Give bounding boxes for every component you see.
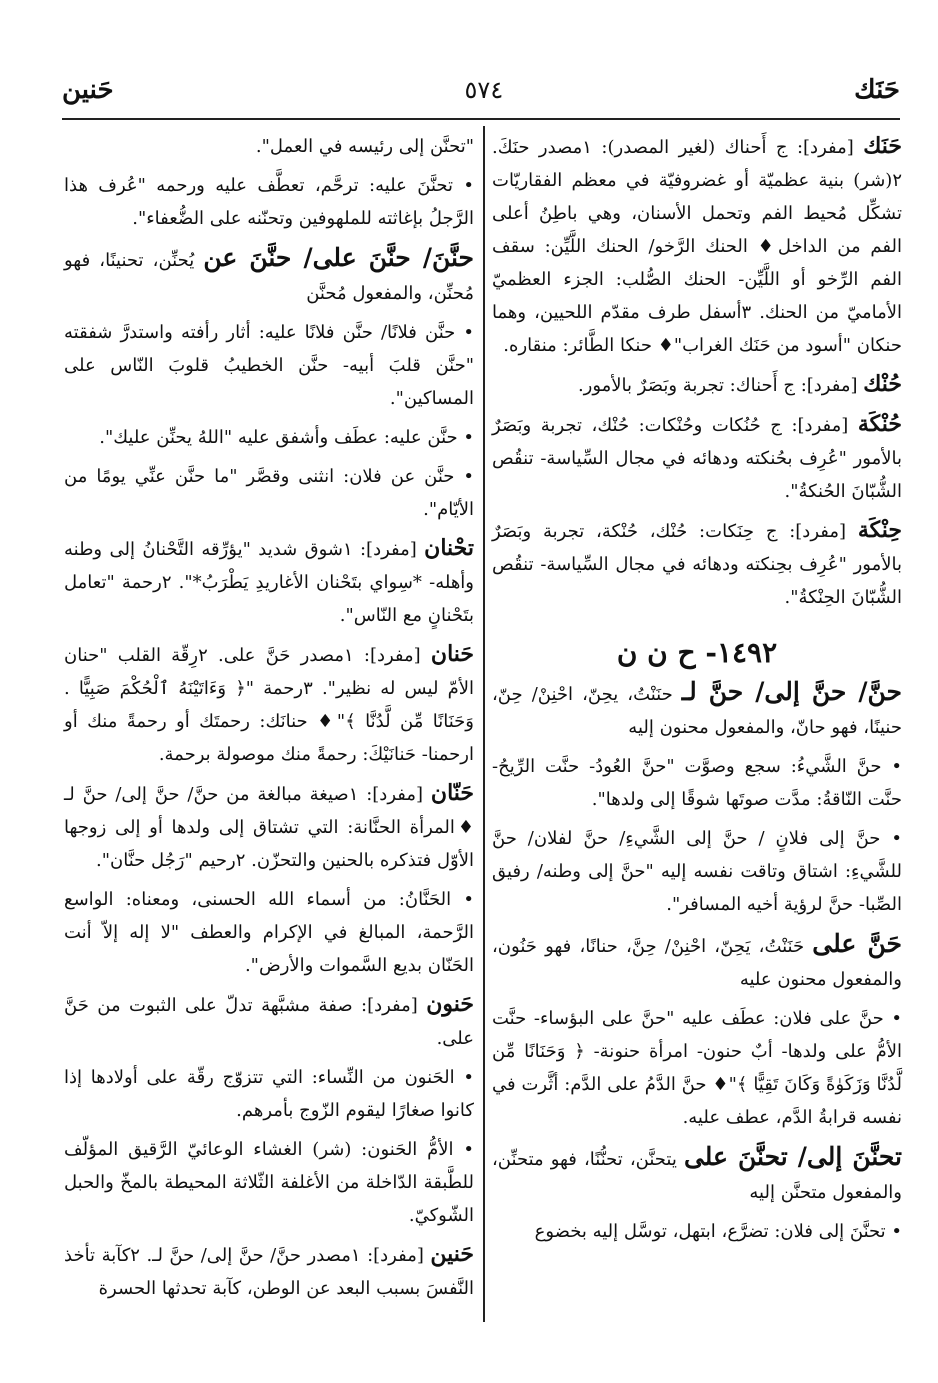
entry-headword: حنَّنَ/ حنَّنَ على/ حنَّنَ عن: [203, 243, 474, 272]
dictionary-entry: [492, 368, 902, 402]
dictionary-entry: [64, 169, 474, 235]
dictionary-entry: [64, 1133, 474, 1232]
dictionary-entry: [64, 883, 474, 982]
entry-headword: حَنون: [426, 991, 474, 1017]
entry-definition: [مفرد]: ج حِنَكات: حُنْك، حُنْكة، تجربة وبَصَرٌ بالأمور "عُرِف بحِنكته ودهائه في مجال السِّياسة- تنقُص الشُّبّانَ الحِنْكةُ".: [492, 521, 902, 608]
entry-definition: "تحنَّن إلى رئيسه في العمل".: [255, 136, 474, 157]
entry-definition: • حنَّن عليه: عطَف وأشفق عليه "اللهُ يحنِّن عليك".: [99, 427, 474, 448]
entry-headword: حَنَك: [863, 133, 902, 159]
dictionary-entry: [64, 316, 474, 415]
dictionary-entry: [64, 1061, 474, 1127]
right-column: [492, 130, 902, 1254]
page-header: [62, 68, 900, 112]
dictionary-entry: [492, 1002, 902, 1134]
entry-definition: حنَنْتُ، يحِنّ، احْنِنْ/ حِنّ، حنينًا، فهو حانّ، والمفعول محنون إليه: [492, 684, 902, 738]
dictionary-entry: [492, 1215, 902, 1248]
entry-definition: • الحَنَّانُ: من أسماء الله الحسنى، ومعناه: الواسع الرَّحمة، المبالغ في الإكرام والعطف "لا إله إلاّ أنت الحَنّان بديع السَّموات والأرض".: [64, 889, 474, 976]
entry-headword: حنَّ/ حنَّ إلى/ حنَّ لـ: [681, 677, 902, 706]
dictionary-entry: [64, 421, 474, 454]
entry-definition: حَنَنْتُ، يَحِنّ، احْنِنْ/ حِنَّ، حنانًا، فهو حَنُون، والمفعول محنون عليه: [492, 936, 902, 990]
entry-definition: [مفرد]: ١مصدر حَنَّ على. ٢رِقّة القلب "حنان الأمّ ليس له نظير". ٣رحمة "﴿ وَءَاتَيْنَهُ ٱلْحُكْمَ صَبِيًّا . وَحَنَانًا مِّن لَّدُنَّا ﴾"♦ حنانَك: رحمتَك أو رحمةً منك أو ارحمنا- حَنانَيْكَ: رحمةً منك موصولة برحمة.: [64, 645, 474, 765]
entry-definition: • الحَنون من النِّساء: التي تتزوّج رقّة على أولادها إذا كانوا صغارًا ليقوم الزّوج بأمرهم.: [64, 1067, 474, 1121]
dictionary-entry: [64, 130, 474, 163]
dictionary-entry: [64, 777, 474, 877]
entry-definition: • حنَّن فلانًا/ حنَّن فلانًا عليه: أثار رأفته واستدرَّ شفقته "حنَّن قلبَ أبيه- حنَّن الخطيبُ قلوبَ النّاس على المساكين".: [64, 322, 474, 409]
entry-definition: • حنَّ الشَّيءُ: سجع وصوَّت "حنَّ العُودُ- حنَّت الرِّيحُ- حنَّت النّاقةُ: مدَّت صوتَها شوقًا إلى ولدها".: [492, 756, 902, 810]
dictionary-entry: [64, 1238, 474, 1305]
dictionary-entry: [492, 750, 902, 816]
entry-headword: حَنان: [430, 641, 475, 667]
entry-definition: • تحنَّنَ عليه: ترحَّم، تعطَّف عليه ورحمه "عُرف هذا الرَّجلُ بإغاثته للملهوفين وتحنّنه على الضُّعفاء".: [64, 175, 474, 229]
entry-definition: • حنَّن عن فلان: انثنى وقصَّر "ما حنَّن عنِّي يومًا من الأيّام".: [64, 466, 474, 520]
dictionary-entry: [64, 532, 474, 632]
entry-definition: يتحنَّن، تحنُّنًا، فهو متحنِّن، والمفعول متحنَّن إليه: [492, 1149, 902, 1203]
header-rule: [62, 118, 900, 120]
entry-definition: • تحنَّنَ إلى فلان: تضرَّع، ابتهل، توسَّل إليه بخضوع: [534, 1221, 902, 1242]
entry-headword: حَنّان: [430, 780, 475, 806]
entry-definition: [مفرد]: ١مصدر حنَّ/ حنَّ إلى/ حنَّ لـ. ٢كآبة تأخذ النَّفسَ بسبب البعد عن الوطن، كآبة تحدثها الحسرة: [64, 1245, 474, 1299]
entry-headword: حَنَّ على: [812, 929, 902, 958]
dictionary-entry: [492, 130, 902, 362]
entry-headword: حُنْك: [863, 371, 902, 397]
dictionary-entry: [492, 1140, 902, 1209]
entry-headword: تحنَّنَ إلى/ تحنَّنَ على: [683, 1142, 903, 1171]
dictionary-entry: [64, 460, 474, 526]
dictionary-entry: [492, 927, 902, 996]
dictionary-entry: [492, 408, 902, 508]
dictionary-entry: [64, 241, 474, 310]
dictionary-entry: [492, 822, 902, 921]
guide-word-left: حَنين: [62, 75, 114, 105]
dictionary-entry: [492, 514, 902, 614]
left-column: [64, 130, 474, 1311]
entry-definition: [مفرد]: ج أَحناك: تجربة وبَصَرٌ بالأمور.: [577, 375, 864, 396]
page-number: ٥٧٤: [464, 76, 504, 104]
dictionary-entry: [64, 988, 474, 1055]
entry-definition: [مفرد]: ١شوق شديد "يؤرِّقه التَّحْنانُ إلى وطنه وأهله- *سِواي بتَحْنان الأغاريدِ يَطْرَبُ*". ٢رحمة "تعامل بتَحْنانٍ مع النّاس".: [64, 539, 474, 626]
entry-definition: [مفرد]: ج أَحناك (لغير المصدر): ١مصدر حنَكَ. ٢(شر) بنية عظميّة أو غضروفيّة في معظم الفقاريّات تشكِّل مُحيط الفم وتحمل الأسنان، وهي باطِنُ أعلى الفم من الداخل♦ الحنك الرَّخو/ الحنك اللَّيِّن: سقف الفم الرِّخو أو اللَّيِّن- الحنك الصُّلب: الجزء العظميّ الأماميّ من الحنك. ٣أسفل طرف مقدّم اللحيين، وهما حنكان "أسود من حَنَك الغراب"♦ حنكا الطَّائر: منقاره.: [492, 137, 902, 356]
entry-definition: • حنَّ إلى فلانٍ / حنَّ إلى الشَّيءِ/ حنَّ لفلان/ حنَّ للشَّيءِ: اشتاق وتاقت نفسه إليه "حنَّ إلى وطنه/ رفيق الصِّبا- حنَّ لرؤية أخيه المسافر".: [492, 828, 902, 915]
section-heading: ١٤٩٢- ح ن ن: [616, 636, 778, 669]
entry-headword: تحْنان: [424, 535, 474, 561]
dictionary-entry: [492, 675, 902, 744]
entry-headword: حَنين: [430, 1241, 474, 1267]
entry-definition: [مفرد]: ١صيغة مبالغة من حنَّ/ حنَّ إلى/ حنَّ لـ ♦المرأة الحنَّانة: التي تشتاق إلى ولدها أو إلى زوجها الأوّل فتذكره بالحنين والتحزّن. ٢رحيم "رَجُل حنَّان".: [64, 784, 474, 871]
entry-definition: [مفرد]: ج حُنُكات وحُنْكات: حُنْك، تجربة وبَصَرٌ بالأمور "عُرِف بحُنكته ودهائه في مجال السِّياسة- تنقُص الشُّبّانَ الحُنكةُ".: [492, 415, 902, 502]
entry-headword: حِنْكَة: [857, 517, 902, 543]
column-divider: [483, 126, 485, 1322]
entry-headword: حُنْكَة: [857, 411, 902, 437]
entry-definition: • حنَّ على فلان: عطَف عليه "حنَّ على البؤساء- حنَّت الأمُّ على ولدها- أبٌ حنون- امرأة حنونة- ﴿ وَحَنَانًا مِّن لَّدُنَّا وَزَكَوٰةً وَكَانَ تَقِيًّا ﴾"♦ حنَّ الدَّمُ على الدَّم: أثَّرت في نفسه قرابةُ الدَّم، عطف عليه.: [492, 1008, 902, 1128]
entry-definition: [مفرد]: صفة مشبَّهة تدلّ على الثبوت من حَنَّ على.: [64, 995, 474, 1049]
dictionary-entry: [64, 638, 474, 771]
entry-definition: • الأمُّ الحَنون: (شر) الغشاء الوعائيّ الرَّقيق المؤلّف للطَّبقة الدّاخلة من الأغلفة الثّلاثة المحيطة بالمخّ والحبل الشّوكيّ.: [64, 1139, 474, 1226]
entry-definition: يُحنِّن، تحنينًا، فهو مُحنِّن، والمفعول مُحنَّن: [64, 250, 474, 304]
guide-word-right: حَنَك: [854, 75, 900, 105]
